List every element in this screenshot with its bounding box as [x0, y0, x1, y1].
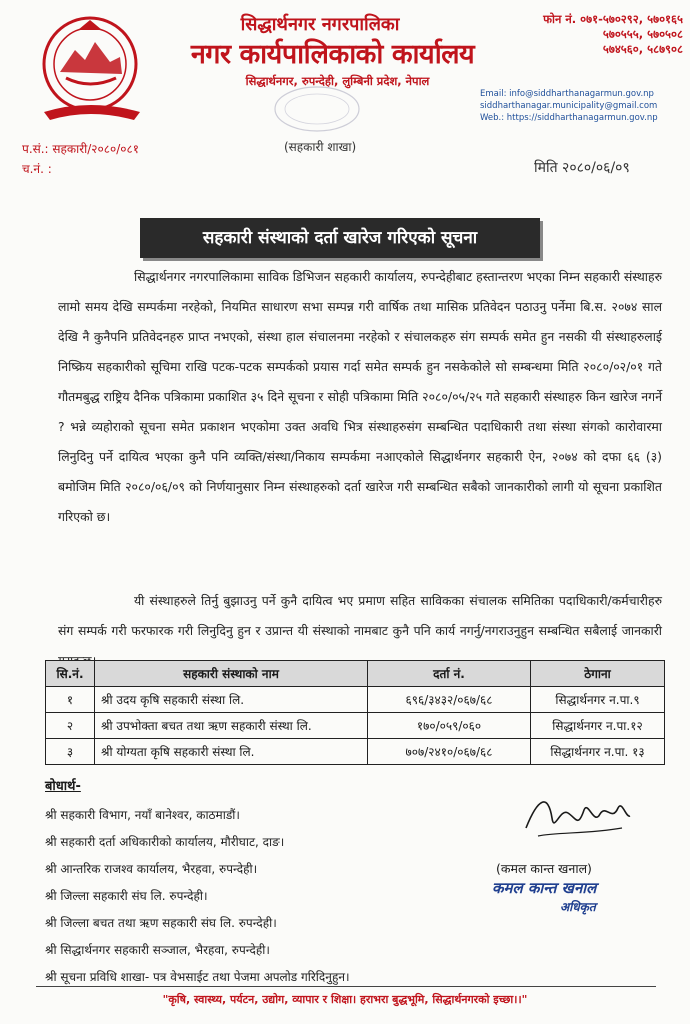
phone-line-3: ५७४५६०, ५८७९०८	[602, 42, 683, 56]
list-item: श्री सिद्धार्थनगर सहकारी सञ्जाल, भैरहवा, रुपन्देही।	[45, 943, 270, 957]
email-line: Email: info@siddharthanagarmun.gov.np	[480, 89, 654, 99]
list-item: श्री सहकारी विभाग, नयाँ बानेश्वर, काठमाडौं।	[45, 808, 240, 822]
signer-name-handwritten: कमल कान्त खनाल	[492, 879, 597, 897]
notice-title: सहकारी संस्थाको दर्ता खारेज गरिएको सूचना	[140, 218, 540, 258]
cell-address: सिद्धार्थनगर न.पा.९	[531, 687, 665, 713]
list-item: श्री आन्तरिक राजश्व कार्यालय, भैरहवा, रुपन्देही।	[45, 862, 258, 876]
org-name: सिद्धार्थनगर नगरपालिका	[240, 14, 400, 35]
notice-paragraph-1	[58, 262, 662, 532]
cooperatives-table	[45, 660, 665, 765]
col-header-name: सहकारी संस्थाको नाम	[95, 661, 368, 687]
footer-slogan: "कृषि, स्वास्थ्य, पर्यटन, उद्योग, व्यापार र शिक्षा। हराभरा बुद्धभूमि, सिद्धार्थनगरको इच्छा।।"	[162, 993, 528, 1006]
list-item: श्री सहकारी दर्ता अधिकारीको कार्यालय, मौरीघाट, दाङ।	[45, 835, 285, 849]
stamp-watermark	[272, 84, 362, 134]
list-item: श्री जिल्ला सहकारी संघ लि. रुपन्देही।	[45, 889, 208, 903]
list-item: श्री जिल्ला बचत तथा ऋण सहकारी संघ लि. रुपन्देही।	[45, 916, 277, 930]
office-name: नगर कार्यपालिकाको कार्यालय	[190, 39, 475, 70]
cell-sn: ३	[46, 739, 95, 765]
cell-sn: २	[46, 713, 95, 739]
email-line-2: siddharthanagar.municipality@gmail.com	[480, 101, 658, 111]
signer-post: अधिकृत	[560, 900, 596, 914]
table-row	[46, 713, 665, 739]
phone-line-2: ५७०५५५, ५७०५०८	[602, 27, 683, 41]
col-header-reg: दर्ता नं.	[368, 661, 531, 687]
cell-name: श्री उपभोक्ता बचत तथा ऋण सहकारी संस्था लि.	[95, 713, 368, 739]
cell-reg: ६९६/३४३२/०६७/६८	[368, 687, 531, 713]
list-item: श्री सूचना प्रविधि शाखा- पत्र वेभसाईट तथा पेजमा अपलोड गरिदिनुहुन।	[45, 970, 350, 984]
contact-info	[480, 88, 685, 124]
paragraph-2-text: यी संस्थाहरुले तिर्नु बुझाउनु पर्ने कुनै दायित्व भए प्रमाण सहित साविकका संचालक समितिका पदाधिकारी/कर्मचारीहरु संग सम्पर्क गरी फरफारक गरी लिनुदिनु हुन र उप्रान्त यी संस्थाको नामबाट कुनै पनि कार्य नगर्नु/नगराउनुहुन सम्बन्धित सबैलाई जानकारी	[58, 593, 662, 638]
footer-divider	[36, 986, 656, 987]
phone-line-1: फोन नं. ०७१-५७०२९२, ५७०१६५	[543, 12, 683, 26]
cell-address: सिद्धार्थनगर न.पा.१२	[531, 713, 665, 739]
paragraph-1-text: सिद्धार्थनगर नगरपालिकामा साविक डिभिजन सहकारी कार्यालय, रुपन्देहीबाट हस्तान्तरण भएका निम्न सहकारी संस्थाहरु लामो समय देखि सम्पर्कमा नरहेको, नियमित साधारण सभा सम्पन्न गरी वार्षिक तथा मासिक प्रतिवेदन पठाउनु पर्नेमा बि.स. २०७४ साल देखि नै कुनैपनि प्रतिवेदनहरु प्राप्त नभएको, संस्था हाल संचालनमा नरहेको र संचालकहरु संग सम्पर्क समेत हुन नसकी यी संस्थाहरुलाई निष्क्रिय सहकारीको सूचिमा राखि पटक-पटक सम्पर्कको प्रयास गर्दा समेत सम्पर्क हुन नसकेकोले सो सम्बन्धमा मिति २०८०/०२/०१ गते गौतमबुद्ध राष्ट्रिय दैनिक पत्रिकामा प्रकाशित ३५ दिने सूचना र सोही पत्रिकामा मिति २०८०/०५/२५ गते सहकारी संस्थाहरु किन खारेज नगर्ने ? भन्ने व्यहोराको सूचना समेत प्रकाशन भएकोमा उक्त अवधि भित्र संस्थाहरुसंग सम्बन्धित पदाधिकारी तथा संस्था संगको कारोवारमा लिनुदिनु पर्ने दायित्व भएका कुनै पनि व्यक्ति/संस्था/निकाय सम्पर्कमा नआएकोले सिद्धार्थनगर सहकारी ऐन, २०७४ को दफा ६६ (३) बमोजिम मिति २०८०/०६/०९ को निर्णयानुसार निम्न संस्थाहरुको दर्ता खारेज गरी सम्बन्धित सबैको जानकारीको लागी यो सूचना प्रकाशित गरिएको छ।	[58, 269, 662, 524]
table-header-row	[46, 661, 665, 687]
phone-numbers	[508, 12, 683, 57]
cell-name: श्री उदय कृषि सहकारी संस्था लि.	[95, 687, 368, 713]
cell-name: श्री योग्यता कृषि सहकारी संस्था लि.	[95, 739, 368, 765]
signer-name: (कमल कान्त खनाल)	[496, 861, 592, 876]
web-line: Web.: https://siddharthanagarmun.gov.np	[480, 113, 658, 123]
reference-number: प.सं.: सहकारी/२०८०/०८१	[22, 142, 140, 156]
col-header-sn: सि.नं.	[46, 661, 95, 687]
signature-scribble	[518, 788, 633, 848]
table-row	[46, 687, 665, 713]
dispatch-number: च.नं. :	[22, 162, 52, 176]
cell-reg: १७०/०५९/०६०	[368, 713, 531, 739]
municipality-logo	[30, 12, 165, 122]
branch-name: (सहकारी शाखा)	[284, 140, 357, 154]
col-header-address: ठेगाना	[531, 661, 665, 687]
cc-list	[45, 802, 475, 991]
office-address: सिद्धार्थनगर, रुपन्देही, लुम्बिनी प्रदेश, नेपाल	[245, 74, 430, 88]
cell-address: सिद्धार्थनगर न.पा. १३	[531, 739, 665, 765]
cell-sn: १	[46, 687, 95, 713]
notice-date: मिति २०८०/०६/०९	[534, 160, 630, 176]
table-row	[46, 739, 665, 765]
cc-heading: बोधार्थ-	[45, 779, 81, 794]
cell-reg: ७०७/२४१०/०६७/६८	[368, 739, 531, 765]
